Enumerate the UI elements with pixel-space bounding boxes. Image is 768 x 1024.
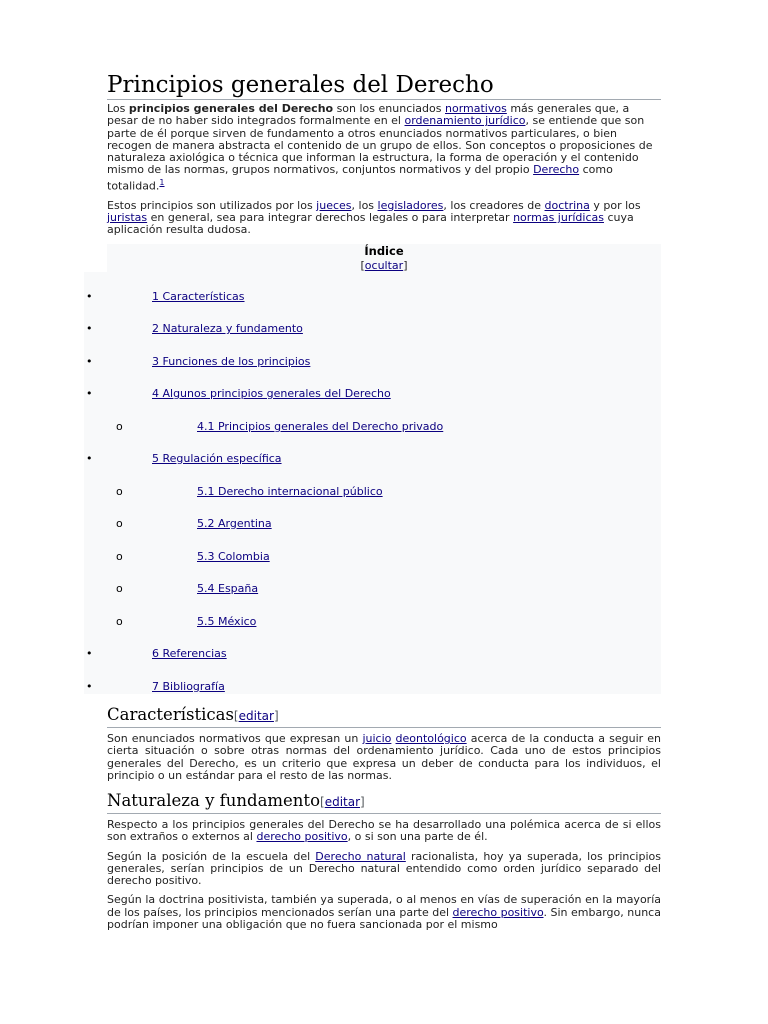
intro	[107, 103, 661, 237]
link-derecho-positivo[interactable]: derecho positivo	[256, 830, 348, 844]
toc-box	[107, 244, 661, 694]
toc-item-derecho-internacional[interactable]: 5.1 Derecho internacional público	[197, 485, 383, 498]
edit-link[interactable]: editar	[324, 795, 361, 809]
section-paragraph: Según la doctrina positivista, también ya superada, o al menos en vías de superación en la mayoría de los países, los principios mencionados serían una parte del derecho positivo. Sin embargo, nunca podrían imponer una obligación que no fuera sancionada por el mismo	[107, 893, 661, 932]
reference-link[interactable]: 1	[159, 177, 165, 187]
intro-paragraph-1: Los principios generales del Derecho son los enunciados normativos más generales que, a pesar de no haber sido integrados formalmente en el ordenamiento jurídico, se entiende que son parte de él porque sirven de fundamento a otros enunciados normativos particulares, o bien recogen de manera abstracta el contenido de un grupo de ellos. Son conceptos o proposiciones de naturaleza axiológica o técnica que informan la estructura, la forma de operación y el contenido mismo de las normas, grupos normativos, conjuntos normativos y del propio Derecho como totalidad.$^1$	[107, 102, 653, 193]
toc-item-funciones[interactable]: 3 Funciones de los principios	[152, 355, 311, 368]
toc-subbullet: o	[116, 582, 123, 595]
link-normas-juridicas[interactable]: normas jurídicas	[513, 211, 604, 225]
toc-bullet: •	[86, 355, 93, 368]
page-title: Principios generales del Derecho	[107, 72, 494, 98]
toc-bullet: •	[86, 322, 93, 335]
bold-term: principios generales del Derecho	[128, 102, 334, 115]
toc-subbullet: o	[116, 485, 123, 498]
toc-item-referencias[interactable]: 6 Referencias	[152, 647, 227, 660]
heading-rule	[107, 727, 661, 728]
link-legisladores[interactable]: legisladores	[377, 198, 444, 212]
toc-bullet: •	[86, 680, 93, 693]
toc-item-algunos-principios[interactable]: 4 Algunos principios generales del Derecho	[152, 387, 391, 400]
edit-section: [editar]	[233, 709, 279, 723]
link-juicio[interactable]: juicio	[362, 732, 392, 745]
link-normativos[interactable]: normativos	[445, 102, 507, 115]
edit-section: [editar]	[320, 795, 365, 809]
link-derecho-positivo[interactable]: derecho positivo	[452, 905, 544, 919]
link-ordenamiento-juridico[interactable]: ordenamiento jurídico	[404, 114, 526, 128]
link-derecho[interactable]: Derecho	[533, 163, 580, 177]
toc-item-derecho-privado[interactable]: 4.1 Principios generales del Derecho privado	[197, 420, 444, 433]
toc-subbullet: o	[116, 420, 123, 433]
link-deontologico[interactable]: deontológico	[395, 732, 467, 745]
section-paragraph: Respecto a los principios generales del Derecho se ha desarrollado una polémica acerca de si ellos son extraños o externos al derecho positivo, o si son una parte de él.	[107, 818, 661, 844]
link-derecho-natural[interactable]: Derecho natural	[315, 849, 406, 863]
toc-item-naturaleza[interactable]: 2 Naturaleza y fundamento	[152, 322, 303, 335]
section-naturaleza	[107, 791, 661, 931]
section-paragraph: Según la posición de la escuela del Derecho natural racionalista, hoy ya superada, los principios generales, serían principios de un Derecho natural entendido como orden jurídico separado del derecho positivo.	[107, 849, 661, 888]
link-doctrina[interactable]: doctrina	[544, 198, 590, 212]
toc-title: Índice	[364, 244, 404, 258]
section-heading: Naturaleza y fundamento[editar]	[107, 791, 365, 810]
toc-hide-link[interactable]: ocultar	[364, 259, 404, 272]
title-rule	[107, 99, 661, 100]
toc-toggle: [ocultar]	[360, 259, 408, 272]
toc-item-caracteristicas[interactable]: 1 Características	[152, 290, 245, 303]
toc-bullet: •	[86, 452, 93, 465]
link-jueces[interactable]: jueces	[316, 198, 352, 212]
toc-subbullet: o	[116, 550, 123, 563]
toc-item-mexico[interactable]: 5.5 México	[197, 615, 257, 628]
toc-subbullet: o	[116, 615, 123, 628]
edit-link[interactable]: editar	[238, 709, 274, 723]
toc-item-bibliografia[interactable]: 7 Bibliografía	[152, 680, 225, 693]
heading-rule	[107, 813, 661, 814]
section-heading: Características[editar]	[107, 705, 279, 724]
section-paragraph: Son enunciados normativos que expresan un juicio deontológico acerca de la conducta a seguir en cierta situación o sobre otras normas del ordenamiento jurídico. Cada uno de estos principios generales del Derecho, es un criterio que expresa un deber de conducta para los individuos, el principio o un estándar para el resto de las normas.	[107, 732, 662, 782]
toc-bullet: •	[86, 647, 93, 660]
intro-paragraph-2: Estos principios son utilizados por los jueces, los legisladores, los creadores de doctrina y por los juristas en general, sea para integrar derechos legales o para interpretar normas jurídicas cuya aplicación resulta dudosa.	[107, 198, 641, 237]
toc-bullet: •	[86, 387, 93, 400]
toc-subbullet: o	[116, 517, 123, 530]
toc-item-regulacion[interactable]: 5 Regulación específica	[152, 452, 282, 465]
toc-bullet: •	[86, 290, 93, 303]
section-caracteristicas	[107, 705, 661, 782]
toc-item-argentina[interactable]: 5.2 Argentina	[197, 517, 272, 530]
link-juristas[interactable]: juristas	[107, 211, 148, 225]
toc-item-colombia[interactable]: 5.3 Colombia	[197, 550, 270, 563]
toc-item-espana[interactable]: 5.4 España	[197, 582, 259, 595]
page-title-block	[107, 71, 661, 100]
